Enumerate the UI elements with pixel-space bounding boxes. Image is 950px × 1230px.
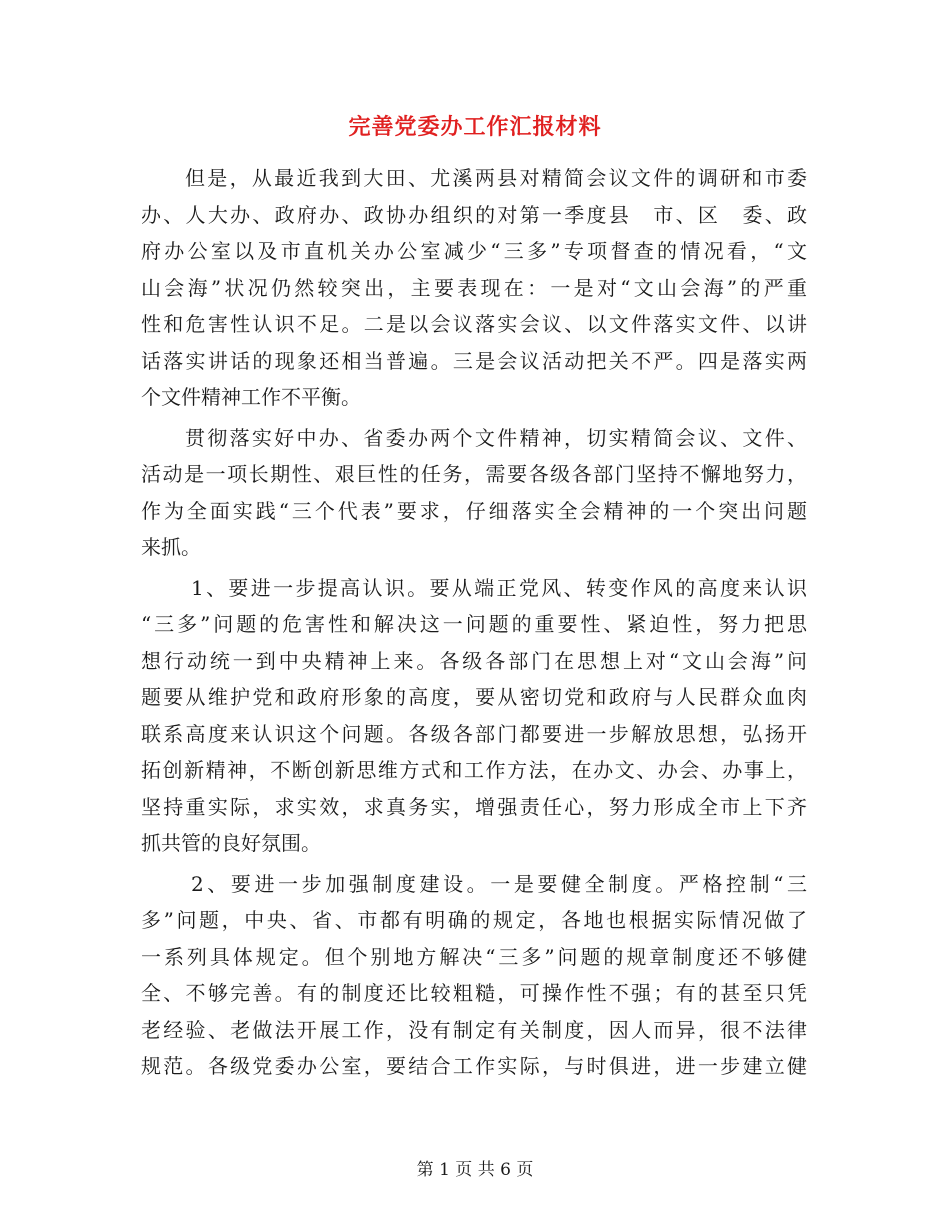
paragraph-2-line-4: 来抓。 xyxy=(141,535,201,559)
document-title: 完善党委办工作汇报材料 xyxy=(348,114,602,140)
paragraph-1-line-3: 府办公室以及市直机关办公室减少“三多”专项督查的情况看，“文 xyxy=(141,239,807,263)
paragraph-3-line-7: 坚持重实际，求实效，求真务实，增强责任心，努力形成全市上下齐 xyxy=(141,794,807,819)
paragraph-1-line-5: 性和危害性认识不足。二是以会议落实会议、以文件落实文件、以讲 xyxy=(141,312,807,336)
page-number-footer: 第 1 页 共 6 页 xyxy=(416,1160,534,1180)
paragraph-3-line-6: 拓创新精神，不断创新思维方式和工作方法，在办文、办会、办事上， xyxy=(141,758,807,782)
paragraph-4-line-6: 规范。各级党委办公室，要结合工作实际，与时俱进，进一步建立健 xyxy=(141,1054,807,1078)
paragraph-1-line-7: 个文件精神工作不平衡。 xyxy=(141,385,361,409)
paragraph-2-line-2: 活动是一项长期性、艰巨性的任务，需要各级各部门坚持不懈地努力， xyxy=(141,462,807,486)
paragraph-3-line-5: 联系高度来认识这个问题。各级各部门都要进一步解放思想，弘扬开 xyxy=(141,721,807,746)
paragraph-3-line-4: 题要从维护党和政府形象的高度，要从密切党和政府与人民群众血肉 xyxy=(141,685,807,709)
paragraph-1-line-6: 话落实讲话的现象还相当普遍。三是会议活动把关不严。四是落实两 xyxy=(141,348,807,373)
paragraph-3-line-1: 1、要进一步提高认识。要从端正党风、转变作风的高度来认识 xyxy=(191,575,807,600)
paragraph-4-line-3: 一系列具体规定。但个别地方解决“三多”问题的规章制度还不够健 xyxy=(141,944,807,969)
document-body xyxy=(141,160,807,1085)
paragraph-3-line-2: “三多”问题的危害性和解决这一问题的重要性、紧迫性，努力把思 xyxy=(141,612,807,636)
paragraph-1-line-2: 办、人大办、政府办、政协办组织的对第一季度县 市、区 委、政 xyxy=(141,202,807,227)
paragraph-2-line-3: 作为全面实践“三个代表”要求，仔细落实全会精神的一个突出问题 xyxy=(141,498,807,523)
paragraph-4-line-5: 老经验、老做法开展工作，没有制定有关制度，因人而异，很不法律 xyxy=(141,1017,807,1042)
paragraph-1-line-1: 但是，从最近我到大田、尤溪两县对精简会议文件的调研和市委 xyxy=(185,166,807,190)
paragraph-4-line-2: 多”问题，中央、省、市都有明确的规定，各地也根据实际情况做了 xyxy=(141,908,807,932)
paragraph-3-line-8: 抓共管的良好氛围。 xyxy=(141,831,321,855)
paragraph-1-line-4: 山会海”状况仍然较突出，主要表现在：一是对“文山会海”的严重 xyxy=(141,275,807,300)
paragraph-4-line-4: 全、不够完善。有的制度还比较粗糙，可操作性不强；有的甚至只凭 xyxy=(141,981,807,1005)
paragraph-3-line-3: 想行动统一到中央精神上来。各级各部门在思想上对“文山会海”问 xyxy=(141,648,807,673)
paragraph-4-line-1: 2、要进一步加强制度建设。一是要健全制度。严格控制“三 xyxy=(191,871,807,896)
paragraph-2-line-1: 贯彻落实好中办、省委办两个文件精神，切实精简会议、文件、 xyxy=(185,425,807,450)
